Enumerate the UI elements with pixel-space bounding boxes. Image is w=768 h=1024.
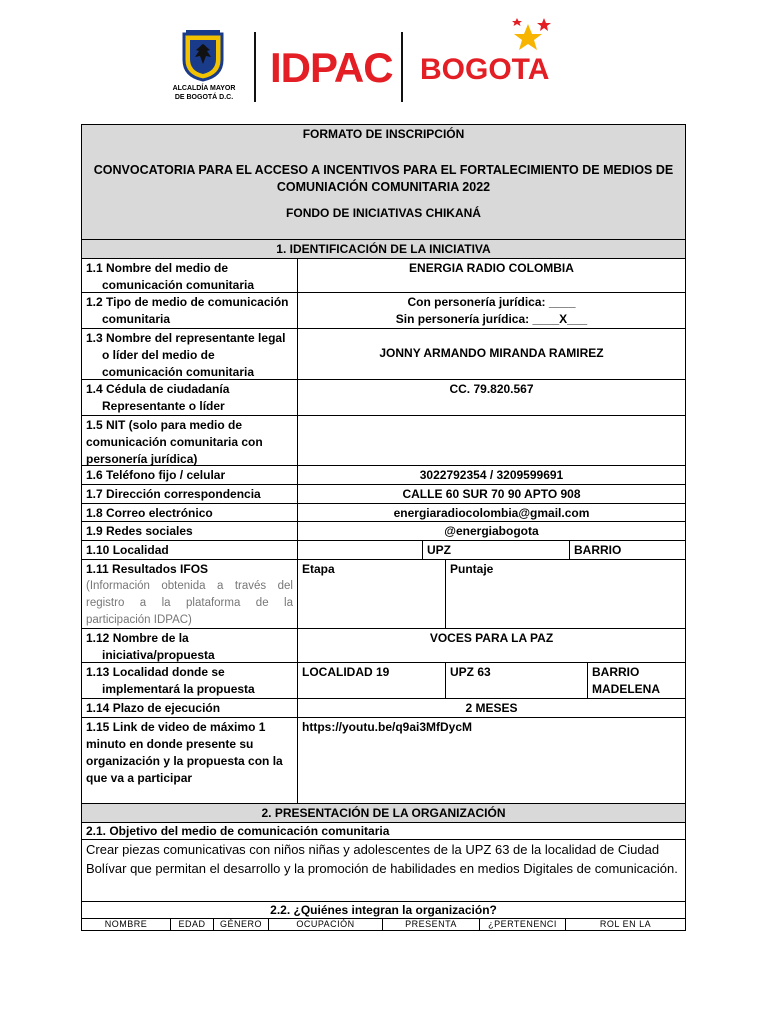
section1-heading: 1. IDENTIFICACIÓN DE LA INICIATIVA: [81, 239, 686, 259]
field-value-1-6: 3022792354 / 3209599691: [297, 465, 686, 485]
members-label: 2.2. ¿Quiénes integran la organización?: [81, 901, 686, 919]
con-personeria: Con personería jurídica: ____: [407, 295, 576, 309]
alcaldia-line1: ALCALDÍA MAYOR: [172, 85, 236, 92]
field-value-1-7: CALLE 60 SUR 70 90 APTO 908: [297, 484, 686, 504]
localidad-19: LOCALIDAD 19: [297, 662, 446, 699]
objective-label: 2.1. Objetivo del medio de comunicación comunitaria: [81, 822, 686, 840]
bogota-coat-of-arms-logo: [180, 30, 226, 82]
localidad-value: [297, 540, 423, 560]
col-ocupacion: OCUPACIÓN: [268, 918, 383, 931]
field-label-1-5: 1.5 NIT (solo para medio de comunicación comunitaria con personería jurídica): [81, 415, 298, 466]
col-edad: EDAD: [170, 918, 214, 931]
field-value-1-8: energiaradiocolombia@gmail.com: [297, 503, 686, 522]
field-label-1-4: 1.4 Cédula de ciudadanía Representante o líder: [81, 379, 298, 416]
field-label-1-14: 1.14 Plazo de ejecución: [81, 698, 298, 718]
form-title-block: [81, 124, 686, 240]
stars-icon: [508, 16, 552, 56]
sin-personeria: Sin personería jurídica: ____X___: [395, 312, 588, 326]
field-label-1-10: 1.10 Localidad: [81, 540, 298, 560]
barrio-madelena: BARRIO MADELENA: [587, 662, 686, 699]
field-value-1-2: [297, 292, 686, 329]
field-value-1-5: [297, 415, 686, 466]
field-label-1-13: 1.13 Localidad donde se implementará la propuesta: [81, 662, 298, 699]
col-nombre: NOMBRE: [81, 918, 171, 931]
col-rol: ROL EN LA: [565, 918, 686, 931]
field-label-1-8: 1.8 Correo electrónico: [81, 503, 298, 522]
field-label-1-2: 1.2 Tipo de medio de comunicación comunitaria: [81, 292, 298, 329]
ifos-label: 1.11 Resultados IFOS: [86, 562, 209, 576]
objective-text: Crear piezas comunicativas con niños niñas y adolescentes de la UPZ 63 de la localidad de Ciudad Bolívar que permitan el desarrollo y la promoción de habilidades en medios Digitales de comunicación.: [81, 839, 686, 902]
col-pertenencia: ¿PERTENENCI: [479, 918, 566, 931]
field-value-1-14: 2 MESES: [297, 698, 686, 718]
bogota-logo: BOGOTA: [420, 53, 550, 86]
barrio-header: BARRIO: [569, 540, 686, 560]
field-value-1-12: VOCES PARA LA PAZ: [297, 628, 686, 663]
field-label-1-7: 1.7 Dirección correspondencia: [81, 484, 298, 504]
formato-title: FORMATO DE INSCRIPCIÓN: [302, 127, 465, 141]
field-label-1-11: [81, 559, 298, 629]
section2-heading: 2. PRESENTACIÓN DE LA ORGANIZACIÓN: [81, 803, 686, 823]
ifos-note: (Información obtenida a través del registro a la plataforma de la participación IDPAC): [86, 580, 293, 626]
col-genero: GÉNERO: [213, 918, 269, 931]
field-value-1-9: @energiabogota: [297, 521, 686, 541]
field-label-1-15: 1.15 Link de video de máximo 1 minuto en donde presente su organización y la propuesta con la que va a participar: [81, 717, 298, 804]
etapa-cell: Etapa: [297, 559, 446, 629]
logo-divider: [401, 32, 403, 102]
field-label-1-1: 1.1 Nombre del medio de comunicación comunitaria: [81, 258, 298, 293]
convocatoria-title: CONVOCATORIA PARA EL ACCESO A INCENTIVOS PARA EL FORTALECIMIENTO DE MEDIOS DE COMUNIACIÓN COMUNITARIA 2022: [93, 163, 674, 194]
field-value-1-4: CC. 79.820.567: [297, 379, 686, 416]
upz-header: UPZ: [422, 540, 570, 560]
field-label-1-6: 1.6 Teléfono fijo / celular: [81, 465, 298, 485]
col-presenta: PRESENTA: [382, 918, 480, 931]
alcaldia-caption: [162, 84, 246, 102]
alcaldia-line2: DE BOGOTÁ D.C.: [174, 94, 234, 101]
puntaje-cell: Puntaje: [445, 559, 686, 629]
upz-63: UPZ 63: [445, 662, 588, 699]
field-label-1-12: 1.12 Nombre de la iniciativa/propuesta: [81, 628, 298, 663]
field-value-1-3: JONNY ARMANDO MIRANDA RAMIREZ: [297, 328, 686, 380]
idpac-logo: IDPAC: [270, 44, 393, 91]
fondo-title: FONDO DE INICIATIVAS CHIKANÁ: [286, 206, 481, 220]
field-label-1-3: 1.3 Nombre del representante legal o líder del medio de comunicación comunitaria: [81, 328, 298, 380]
field-value-1-1: ENERGIA RADIO COLOMBIA: [297, 258, 686, 293]
field-label-1-9: 1.9 Redes sociales: [81, 521, 298, 541]
logo-divider: [254, 32, 256, 102]
video-link[interactable]: https://youtu.be/q9ai3MfDycM: [297, 717, 686, 804]
